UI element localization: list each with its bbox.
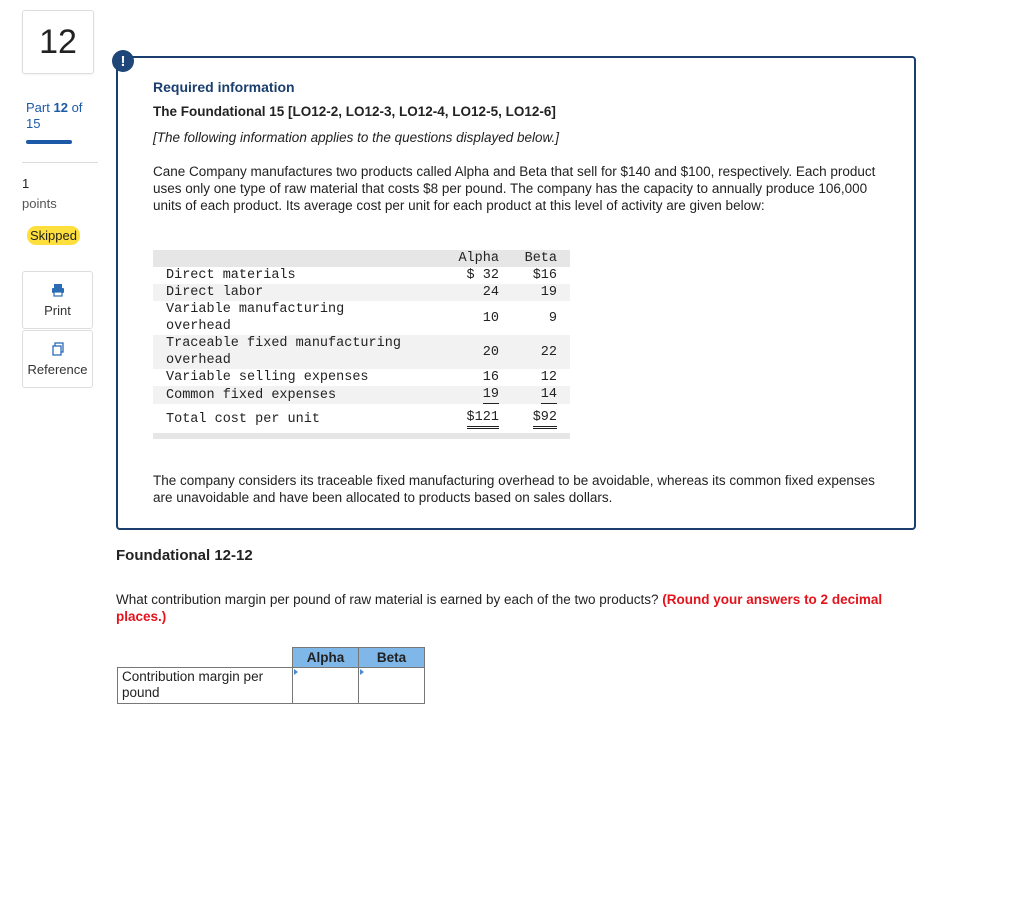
question-text: [116, 591, 916, 625]
question-heading: Foundational 12-12: [116, 547, 253, 564]
part-current: 12: [53, 100, 68, 115]
answer-table-header: [118, 648, 425, 668]
cost-table: [153, 250, 570, 429]
answer-row-label: Contribution margin per pound: [118, 668, 293, 704]
question-prompt: What contribution margin per pound of raw material is earned by each of the two products?: [116, 592, 663, 607]
col-alpha-header: Alpha: [448, 250, 509, 267]
references-label: Reference: [27, 361, 88, 377]
table-row: Traceable fixed manufacturing overhead 20 22: [153, 335, 570, 369]
answer-row: [118, 668, 425, 704]
points-value: 1: [22, 176, 30, 191]
foundational-title: The Foundational 15 [LO12-2, LO12-3, LO12-4, LO12-5, LO12-6]: [153, 104, 556, 119]
cost-table-wrapper: [153, 250, 570, 439]
required-information-heading: Required information: [153, 79, 295, 95]
print-label: Print: [44, 302, 71, 318]
answer-col-beta: Beta: [359, 648, 425, 668]
table-bottom-rule: [153, 433, 570, 439]
problem-description: Cane Company manufactures two products called Alpha and Beta that sell for $140 and $100, respectively. Each product uses only one type of raw material that costs $8 per pound. The company has the capacity to annually produce 106,000 units of each product. Its average cost per unit for each product at this level of activity are given below:: [153, 164, 876, 213]
cost-table-header: [153, 250, 570, 267]
points-label: points: [22, 196, 57, 211]
answer-table: [117, 647, 425, 704]
answer-col-alpha: Alpha: [293, 648, 359, 668]
part-word: Part: [26, 100, 50, 115]
col-beta-header: Beta: [509, 250, 570, 267]
status-badge: Skipped: [27, 226, 80, 245]
table-row: Variable selling expenses 16 12: [166, 370, 557, 385]
question-number-box: 12: [22, 10, 94, 74]
table-row: Variable manufacturing overhead 10 9: [166, 302, 557, 334]
printer-icon: [51, 283, 65, 297]
table-row: Total cost per unit $121 $92: [153, 404, 570, 429]
rounding-instruction: (Round your answers to 2 decimal places.): [116, 592, 883, 624]
table-row: Direct labor 24 19: [153, 284, 570, 301]
cell-flag-icon: [360, 669, 364, 675]
table-row: Common fixed expenses 19 14: [153, 386, 570, 404]
documents-icon: [51, 342, 65, 356]
table-row: Direct materials $ 32 $16: [166, 268, 557, 283]
alert-icon: !: [112, 50, 134, 72]
part-progress-bar: [26, 140, 72, 144]
company-note: The company considers its traceable fixed manufacturing overhead to be avoidable, whereas its common fixed expenses are unavoidable and have been allocated to products based on sales dollars.: [153, 473, 875, 505]
part-total: 15: [26, 116, 41, 131]
cell-flag-icon: [294, 669, 298, 675]
print-button[interactable]: [22, 271, 93, 329]
sidebar-divider: [22, 162, 98, 163]
references-button[interactable]: [22, 330, 93, 388]
applies-note: [The following information applies to the questions displayed below.]: [153, 130, 559, 145]
alpha-answer-input[interactable]: [293, 668, 358, 702]
beta-answer-input[interactable]: [359, 668, 424, 702]
part-of: of: [71, 100, 83, 115]
part-indicator: [26, 100, 82, 132]
